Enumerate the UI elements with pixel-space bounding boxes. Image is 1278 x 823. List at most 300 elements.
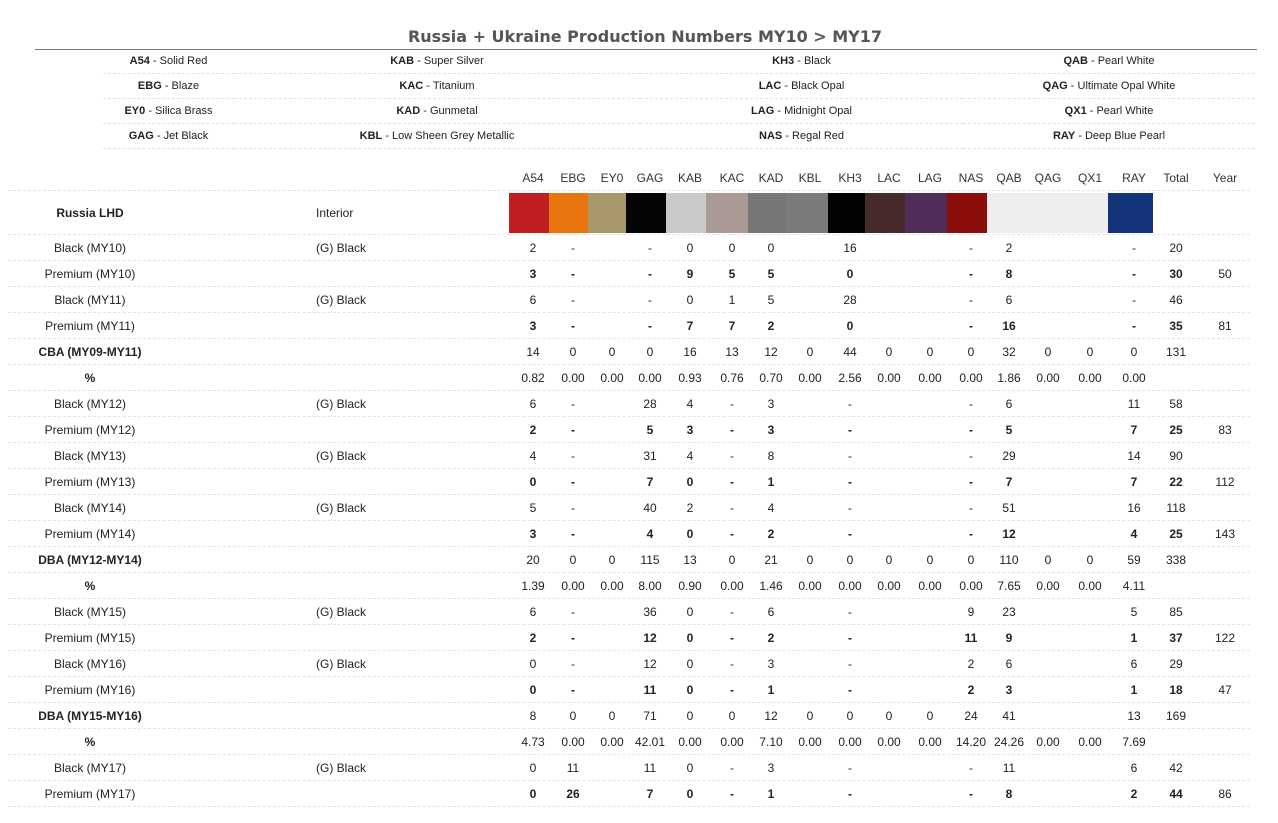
legend-code: RAY xyxy=(1052,130,1076,142)
swatch-ey0 xyxy=(588,193,626,233)
cell-kad: 12 xyxy=(764,344,778,359)
cell-a54: 8 xyxy=(529,708,537,723)
cell-kab: 0.93 xyxy=(678,370,702,385)
legend-separator: - xyxy=(420,105,430,117)
cell-kad: 2 xyxy=(767,630,775,645)
cell-kad: 5 xyxy=(767,292,775,307)
cell-ray: - xyxy=(1132,240,1136,255)
cell-total: 18 xyxy=(1169,682,1183,697)
cell-kac: 0.76 xyxy=(720,370,744,385)
cell-qab: 16 xyxy=(1002,318,1016,333)
cell-ray: - xyxy=(1132,292,1136,307)
cell-kab: 0 xyxy=(686,708,694,723)
cell-a54: 0 xyxy=(529,656,537,671)
cell-kbl: 0.00 xyxy=(798,370,822,385)
cell-qab: 7.65 xyxy=(997,578,1021,593)
column-header-kad: KAD xyxy=(758,170,784,185)
cell-year: 83 xyxy=(1218,422,1232,437)
legend-code: KH3 xyxy=(772,55,795,67)
cell-nas: 0 xyxy=(967,552,975,567)
cell-total: 58 xyxy=(1169,396,1183,411)
cell-lag: 0 xyxy=(926,552,934,567)
cell-qab: 3 xyxy=(1005,682,1013,697)
column-header-qx1: QX1 xyxy=(1077,170,1102,185)
row-interior: (G) Black xyxy=(316,604,367,619)
cell-kab: 3 xyxy=(686,422,694,437)
cell-kbl: 0.00 xyxy=(798,734,822,749)
cell-kh3: 0 xyxy=(846,708,854,723)
column-header-kh3: KH3 xyxy=(838,170,862,185)
cell-ebg: - xyxy=(571,448,575,463)
legend-separator: - xyxy=(145,105,156,117)
cell-ray: 6 xyxy=(1130,656,1138,671)
cell-kh3: 0.00 xyxy=(838,734,862,749)
table-row xyxy=(8,547,1250,573)
column-header-ebg: EBG xyxy=(560,170,586,185)
cell-nas: - xyxy=(969,786,973,801)
cell-kh3: - xyxy=(848,786,852,801)
cell-gag: 71 xyxy=(643,708,657,723)
cell-kab: 4 xyxy=(686,448,694,463)
cell-kab: 2 xyxy=(686,500,694,515)
cell-kad: 5 xyxy=(767,266,775,281)
cell-kh3: 0 xyxy=(846,318,854,333)
cell-ray: 11 xyxy=(1127,396,1141,411)
cell-nas: - xyxy=(969,292,973,307)
table-row xyxy=(8,599,1250,625)
cell-qx1: 0.00 xyxy=(1078,734,1102,749)
legend-item xyxy=(640,99,963,124)
row-label: Black (MY13) xyxy=(53,448,127,463)
table-row xyxy=(8,469,1250,495)
cell-ey0: 0.00 xyxy=(600,578,624,593)
cell-total: 35 xyxy=(1169,318,1183,333)
row-interior: (G) Black xyxy=(316,500,367,515)
cell-qab: 29 xyxy=(1002,448,1016,463)
cell-gag: 12 xyxy=(643,656,657,671)
swatch-qag xyxy=(1026,193,1067,233)
cell-kac: - xyxy=(730,760,734,775)
cell-gag: 8.00 xyxy=(638,578,662,593)
cell-qab: 51 xyxy=(1002,500,1016,515)
cell-kad: 1 xyxy=(767,682,775,697)
cell-kh3: 0.00 xyxy=(838,578,862,593)
cell-kh3: 44 xyxy=(843,344,857,359)
legend-item xyxy=(963,99,1255,124)
cell-gag: 7 xyxy=(646,474,654,489)
cell-kac: - xyxy=(730,500,734,515)
legend-item xyxy=(103,99,234,124)
cell-a54: 0 xyxy=(529,682,537,697)
cell-ray: 6 xyxy=(1130,760,1138,775)
cell-kad: 1.46 xyxy=(759,578,783,593)
row-interior: (G) Black xyxy=(316,656,367,671)
legend-name: Midnight Opal xyxy=(784,105,852,117)
cell-kh3: - xyxy=(848,474,852,489)
cell-kac: - xyxy=(730,604,734,619)
column-header-kac: KAC xyxy=(719,170,745,185)
cell-kac: 1 xyxy=(728,292,736,307)
interior-header: Interior xyxy=(316,205,354,220)
legend-name: Blaze xyxy=(171,80,200,92)
cell-kac: 0 xyxy=(728,240,736,255)
cell-qab: 7 xyxy=(1005,474,1013,489)
legend-separator: - xyxy=(794,55,804,67)
cell-lac: 0.00 xyxy=(877,370,901,385)
cell-ebg: - xyxy=(571,526,575,541)
column-header-ey0: EY0 xyxy=(600,170,624,185)
legend-name: Pearl White xyxy=(1096,105,1154,117)
table-row xyxy=(8,703,1250,729)
cell-a54: 20 xyxy=(526,552,540,567)
cell-qab: 24.26 xyxy=(993,734,1025,749)
cell-gag: 0 xyxy=(646,344,654,359)
cell-kac: 0 xyxy=(728,552,736,567)
cell-total: 90 xyxy=(1169,448,1183,463)
cell-nas: 2 xyxy=(967,682,975,697)
cell-kh3: - xyxy=(848,760,852,775)
row-interior: (G) Black xyxy=(316,240,367,255)
row-label: DBA (MY12-MY14) xyxy=(38,552,142,567)
cell-qab: 8 xyxy=(1005,266,1013,281)
column-header-lag: LAG xyxy=(917,170,942,185)
cell-kac: - xyxy=(730,630,734,645)
legend-code: QAB xyxy=(1063,55,1088,67)
legend-name: Regal Red xyxy=(792,130,844,142)
legend-code: KAB xyxy=(390,55,415,67)
legend-name: Low Sheen Grey Metallic xyxy=(392,130,515,142)
legend-code: LAG xyxy=(751,105,775,117)
cell-nas: 0 xyxy=(967,344,975,359)
cell-ray: 7.69 xyxy=(1122,734,1146,749)
legend-separator: - xyxy=(149,55,160,67)
legend-separator: - xyxy=(153,130,164,142)
cell-nas: - xyxy=(969,760,973,775)
swatch-kh3 xyxy=(828,193,865,233)
cell-kh3: 0 xyxy=(846,266,854,281)
legend-name: Black Opal xyxy=(791,80,845,92)
row-label: DBA (MY15-MY16) xyxy=(38,708,142,723)
cell-qx1: 0 xyxy=(1086,344,1094,359)
column-header-gag: GAG xyxy=(636,170,664,185)
cell-a54: 0 xyxy=(529,760,537,775)
cell-kad: 3 xyxy=(767,396,775,411)
cell-kad: 3 xyxy=(767,422,775,437)
cell-total: 37 xyxy=(1169,630,1183,645)
cell-total: 30 xyxy=(1169,266,1183,281)
legend-code: GAG xyxy=(128,130,154,142)
cell-kab: 9 xyxy=(686,266,694,281)
cell-ey0: 0.00 xyxy=(600,734,624,749)
cell-qab: 32 xyxy=(1002,344,1016,359)
row-interior: (G) Black xyxy=(316,760,367,775)
cell-a54: 2 xyxy=(529,630,537,645)
row-label: CBA (MY09-MY11) xyxy=(38,344,142,359)
cell-kad: 21 xyxy=(764,552,778,567)
cell-total: 85 xyxy=(1169,604,1183,619)
cell-gag: - xyxy=(648,240,652,255)
cell-kh3: - xyxy=(848,604,852,619)
cell-kab: 13 xyxy=(683,552,697,567)
cell-a54: 3 xyxy=(529,266,537,281)
cell-qag: 0.00 xyxy=(1036,370,1060,385)
legend-code: KAD xyxy=(396,105,421,117)
cell-ebg: 0 xyxy=(569,708,577,723)
color-legend xyxy=(103,49,1255,149)
legend-code: KBL xyxy=(359,130,383,142)
cell-ray: 1 xyxy=(1130,630,1138,645)
cell-gag: 7 xyxy=(646,786,654,801)
column-header-ray: RAY xyxy=(1122,170,1146,185)
legend-item xyxy=(963,74,1255,99)
cell-lag: 0 xyxy=(926,344,934,359)
swatch-a54 xyxy=(509,193,549,233)
cell-ray: 0.00 xyxy=(1122,370,1146,385)
row-interior: (G) Black xyxy=(316,448,367,463)
cell-kac: 13 xyxy=(725,344,739,359)
cell-year: 143 xyxy=(1214,526,1236,541)
cell-qag: 0 xyxy=(1044,344,1052,359)
cell-qab: 2 xyxy=(1005,240,1013,255)
cell-kab: 4 xyxy=(686,396,694,411)
legend-code: QAG xyxy=(1042,80,1068,92)
cell-a54: 3 xyxy=(529,318,537,333)
cell-a54: 1.39 xyxy=(521,578,545,593)
cell-qag: 0.00 xyxy=(1036,578,1060,593)
cell-kac: - xyxy=(730,474,734,489)
cell-total: 42 xyxy=(1169,760,1183,775)
cell-a54: 0 xyxy=(529,474,537,489)
cell-ebg: - xyxy=(571,266,575,281)
column-header-nas: NAS xyxy=(958,170,984,185)
cell-kbl: 0.00 xyxy=(798,578,822,593)
table-row xyxy=(8,625,1250,651)
cell-total: 338 xyxy=(1165,552,1187,567)
cell-ray: 5 xyxy=(1130,604,1138,619)
cell-kad: 1 xyxy=(767,474,775,489)
legend-item xyxy=(234,74,640,99)
cell-ray: 1 xyxy=(1130,682,1138,697)
swatch-qab xyxy=(987,193,1026,233)
cell-ray: 16 xyxy=(1127,500,1141,515)
column-header-a54: A54 xyxy=(522,170,544,185)
cell-kbl: 0 xyxy=(806,708,814,723)
cell-a54: 3 xyxy=(529,526,537,541)
cell-ray: 59 xyxy=(1127,552,1141,567)
legend-code: NAS xyxy=(759,130,783,142)
legend-item xyxy=(640,124,963,149)
cell-gag: 28 xyxy=(643,396,657,411)
swatch-ebg xyxy=(549,193,588,233)
table-row xyxy=(8,339,1250,365)
legend-code: KAC xyxy=(399,80,424,92)
cell-total: 169 xyxy=(1165,708,1187,723)
cell-qab: 110 xyxy=(999,552,1019,567)
cell-kh3: - xyxy=(848,526,852,541)
row-label: Black (MY12) xyxy=(53,396,127,411)
row-label: Premium (MY16) xyxy=(44,682,136,697)
table-row xyxy=(8,287,1250,313)
cell-kab: 0 xyxy=(686,760,694,775)
cell-gag: 11 xyxy=(643,682,657,697)
cell-lac: 0 xyxy=(885,344,893,359)
cell-total: 131 xyxy=(1165,344,1187,359)
cell-kab: 0 xyxy=(686,526,694,541)
row-label: Premium (MY10) xyxy=(44,266,136,281)
row-label: Black (MY17) xyxy=(53,760,127,775)
cell-qab: 1.86 xyxy=(997,370,1021,385)
cell-nas: - xyxy=(969,526,973,541)
cell-kac: 5 xyxy=(728,266,736,281)
cell-lac: 0.00 xyxy=(877,578,901,593)
cell-kac: - xyxy=(730,682,734,697)
cell-gag: 42.01 xyxy=(634,734,666,749)
cell-nas: 0.00 xyxy=(959,578,983,593)
swatch-gag xyxy=(626,193,666,233)
cell-ray: 0 xyxy=(1130,344,1138,359)
swatch-kbl xyxy=(786,193,828,233)
cell-qab: 6 xyxy=(1005,292,1013,307)
legend-name: Pearl White xyxy=(1097,55,1155,67)
cell-nas: - xyxy=(969,240,973,255)
legend-separator: - xyxy=(774,105,785,117)
cell-kad: 7.10 xyxy=(759,734,783,749)
cell-nas: - xyxy=(969,396,973,411)
cell-year: 50 xyxy=(1218,266,1232,281)
cell-nas: 14.20 xyxy=(955,734,987,749)
cell-kab: 0 xyxy=(686,474,694,489)
cell-ebg: - xyxy=(571,422,575,437)
column-header-year: Year xyxy=(1212,170,1238,185)
cell-ey0: 0 xyxy=(608,344,616,359)
cell-qag: 0.00 xyxy=(1036,734,1060,749)
legend-code: EBG xyxy=(137,80,162,92)
legend-separator: - xyxy=(1075,130,1085,142)
legend-code: QX1 xyxy=(1064,105,1087,117)
row-label: % xyxy=(84,734,96,749)
cell-kab: 0 xyxy=(686,786,694,801)
legend-name: Titanium xyxy=(432,80,475,92)
cell-lag: 0.00 xyxy=(918,370,942,385)
cell-ebg: 0.00 xyxy=(561,578,585,593)
cell-total: 20 xyxy=(1169,240,1183,255)
cell-kac: 0.00 xyxy=(720,578,744,593)
cell-kac: - xyxy=(730,656,734,671)
cell-qab: 8 xyxy=(1005,786,1013,801)
row-label: % xyxy=(84,578,96,593)
cell-lag: 0.00 xyxy=(918,734,942,749)
row-label: Premium (MY14) xyxy=(44,526,136,541)
cell-kh3: 2.56 xyxy=(838,370,862,385)
cell-kad: 2 xyxy=(767,526,775,541)
row-interior: (G) Black xyxy=(316,292,367,307)
cell-kh3: - xyxy=(848,422,852,437)
table-header-row xyxy=(8,165,1250,191)
table-row xyxy=(8,781,1250,807)
swatch-kac xyxy=(706,193,748,233)
table-row xyxy=(8,261,1250,287)
cell-qab: 23 xyxy=(1002,604,1016,619)
table-row xyxy=(8,755,1250,781)
table-row xyxy=(8,573,1250,599)
cell-kad: 3 xyxy=(767,760,775,775)
cell-gag: 12 xyxy=(643,630,657,645)
cell-a54: 0 xyxy=(529,786,537,801)
cell-kad: 2 xyxy=(767,318,775,333)
cell-ebg: 0 xyxy=(569,344,577,359)
legend-item xyxy=(103,49,234,74)
legend-name: Silica Brass xyxy=(155,105,213,117)
cell-kab: 0 xyxy=(686,656,694,671)
cell-ray: 13 xyxy=(1127,708,1141,723)
cell-nas: 11 xyxy=(964,630,978,645)
cell-gag: 31 xyxy=(643,448,657,463)
cell-gag: 115 xyxy=(640,552,660,567)
cell-kab: 0 xyxy=(686,292,694,307)
row-label: Premium (MY13) xyxy=(44,474,136,489)
cell-a54: 0.82 xyxy=(521,370,545,385)
legend-name: Deep Blue Pearl xyxy=(1084,130,1166,142)
color-swatch-row xyxy=(8,191,1250,235)
cell-kh3: - xyxy=(848,396,852,411)
cell-nas: - xyxy=(969,474,973,489)
cell-qab: 5 xyxy=(1005,422,1013,437)
column-header-lac: LAC xyxy=(877,170,901,185)
legend-separator: - xyxy=(1086,105,1097,117)
cell-qag: 0 xyxy=(1044,552,1052,567)
cell-total: 118 xyxy=(1166,500,1186,515)
cell-kh3: 0 xyxy=(846,552,854,567)
cell-ebg: 0.00 xyxy=(561,734,585,749)
cell-nas: - xyxy=(969,448,973,463)
legend-name: Gunmetal xyxy=(429,105,478,117)
legend-code: A54 xyxy=(129,55,150,67)
cell-ebg: - xyxy=(571,630,575,645)
cell-kad: 6 xyxy=(767,604,775,619)
cell-year: 86 xyxy=(1218,786,1232,801)
table-row xyxy=(8,235,1250,261)
cell-kab: 0.90 xyxy=(678,578,702,593)
cell-kac: - xyxy=(730,448,734,463)
cell-nas: - xyxy=(969,266,973,281)
cell-qx1: 0.00 xyxy=(1078,370,1102,385)
cell-qab: 12 xyxy=(1002,526,1016,541)
cell-qab: 9 xyxy=(1005,630,1013,645)
table-row xyxy=(8,365,1250,391)
cell-kad: 8 xyxy=(767,448,775,463)
cell-ebg: - xyxy=(571,604,575,619)
cell-kad: 4 xyxy=(767,500,775,515)
cell-gag: 36 xyxy=(643,604,657,619)
cell-kh3: - xyxy=(848,682,852,697)
cell-total: 22 xyxy=(1169,474,1183,489)
swatch-ray xyxy=(1108,193,1153,233)
cell-year: 47 xyxy=(1218,682,1232,697)
cell-gag: 0.00 xyxy=(638,370,662,385)
cell-lac: 0 xyxy=(885,552,893,567)
cell-kab: 0 xyxy=(686,240,694,255)
cell-kad: 0.70 xyxy=(759,370,783,385)
legend-separator: - xyxy=(382,130,393,142)
cell-ebg: - xyxy=(571,292,575,307)
cell-a54: 6 xyxy=(529,292,537,307)
cell-ray: - xyxy=(1132,266,1136,281)
row-label: Black (MY10) xyxy=(53,240,127,255)
cell-kad: 1 xyxy=(767,786,775,801)
cell-ey0: 0 xyxy=(608,552,616,567)
cell-gag: - xyxy=(648,266,652,281)
cell-kac: - xyxy=(730,396,734,411)
